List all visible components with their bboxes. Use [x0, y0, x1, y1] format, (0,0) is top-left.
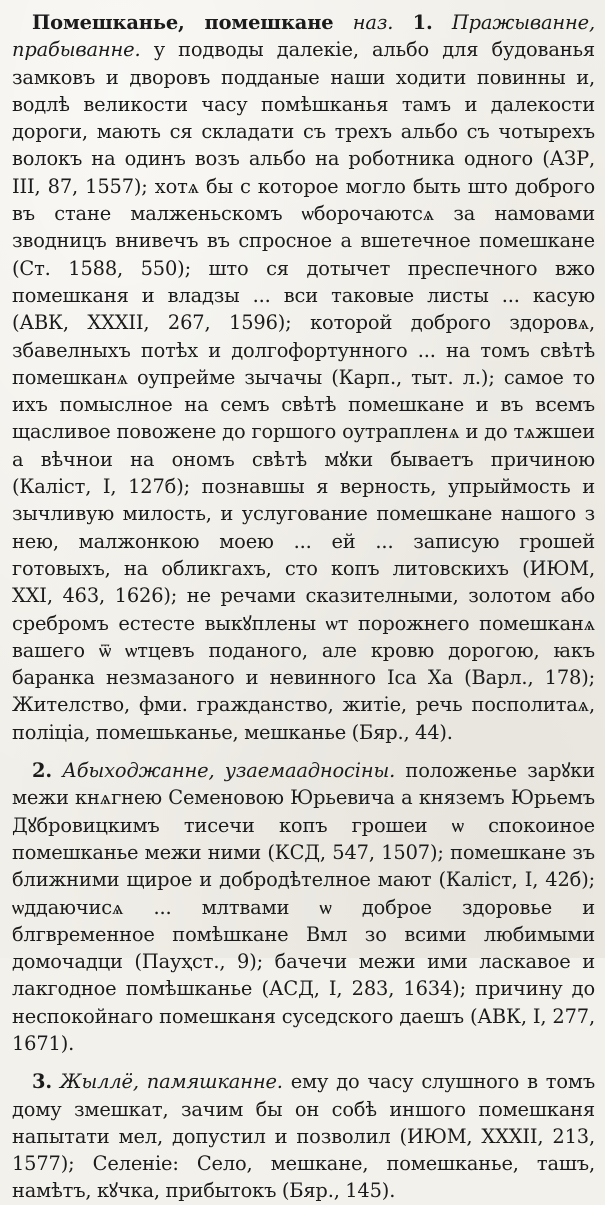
sense-3-paragraph	[12, 1068, 595, 1204]
grammar-label: наз.	[352, 11, 394, 34]
dictionary-entry	[12, 9, 595, 1205]
sense-3-number: 3.	[32, 1070, 52, 1094]
sense-3-text: ему до часу слушного в томъ дому змешкат, зачим бы он собѣ иншого помешканя напытати мел, допустил и позволил (ИЮМ, XXXII, 213, 1577); Селеніе: Село, мешкане, помешканье, ташъ, намѣтъ, кꙋчка, прибытокъ (Бяр., 145).	[12, 1070, 596, 1203]
sense-1-number: 1.	[412, 11, 433, 34]
sense-1-text: у подводы далекіе, альбо для будованья замковъ и дворовъ подданые наши ходити повинны и, водлѣ великости часу помѣшканья тамъ и далекости дороги, мають ся складати съ трехъ альбо съ чотырехъ волокъ на одинъ возъ альбо на роботника одного (АЗР, III, 87, 1557); хотѧ бы с которое могло быть што доброго въ стане малженьскомъ ѡборочаютсѧ за намовами зводницъ внивечъ въ спросное а вшетечное помешкане (Ст. 1588, 550); што ся дотычет преспечного вжо помешканя и владзы ... вси таковые листы ... касую (АВК, XXXII, 267, 1596); которой доброго здоровѧ, збавелныхъ потѣх и долгофортунного ... на томъ свѣтѣ помешканѧ оупрейме зычачы (Карп., тыт. л.); самое то ихъ помыслное на семъ свѣтѣ помешкане и въ всемъ щасливое повожене до горшого оутрапленѧ и до тѧжшеи а вѣчнои на ономъ свѣтѣ мꙋки бываетъ причиною (Каліст, I, 127б); познавшы я верность, упрыймость и зычливую милость, и услугование помешкане нашого з нею, малжонкою моею ... ей ... записую грошей готовыхъ, на обликгахъ, сто копъ литовскихъ (ИЮМ, XXI, 463, 1626); не речами сказителными, золотом або сребромъ естесте выкꙋплены ѡт порожнего помешканѧ вашего ѿ ѡтцевъ поданого, але кровю дорогою, ꙗкъ баранка незмазаного и невинного Іса Ха (Варл., 178); Жителство, фми. гражданство, житіе, речь посполитаѧ, поліціа, помешьканье, мешканье (Бяр., 44).	[12, 38, 596, 744]
sense-2-paragraph	[12, 757, 595, 1057]
sense-2-gloss: Абыходжанне, узаемаадносіны.	[62, 759, 396, 783]
sense-1-paragraph	[12, 9, 595, 746]
sense-1-gloss: Пражыванне, прабыванне.	[12, 11, 596, 62]
sense-2-number: 2.	[32, 759, 52, 783]
entry-lemma: Помешканье, помешкане	[32, 11, 334, 34]
sense-3-gloss: Жыллё, памяшканне.	[59, 1070, 283, 1094]
sense-2-text: положенье зарꙋки межи кнѧгнею Семеновою Юрьевича а княземъ Юрьемъ Дꙋбровицкимъ тисечи копъ грошеи ѡ спокоиное помешканье межи ними (КСД, 547, 1507); помешкане зъ ближними щирое и добродѣтелное мают (Каліст, I, 42б); ѡддаючисѧ ... млтвами ѡ доброе здоровье и блгвременное помѣшкане Вмл зо всими любимыми домочадци (Пауҳст., 9); бачечи межи ими ласкавое и лакгодное помѣшканье (АСД, I, 283, 1634); причину до неспокойнаго помешканя суседского даешъ (АВК, I, 277, 1671).	[12, 759, 596, 1055]
